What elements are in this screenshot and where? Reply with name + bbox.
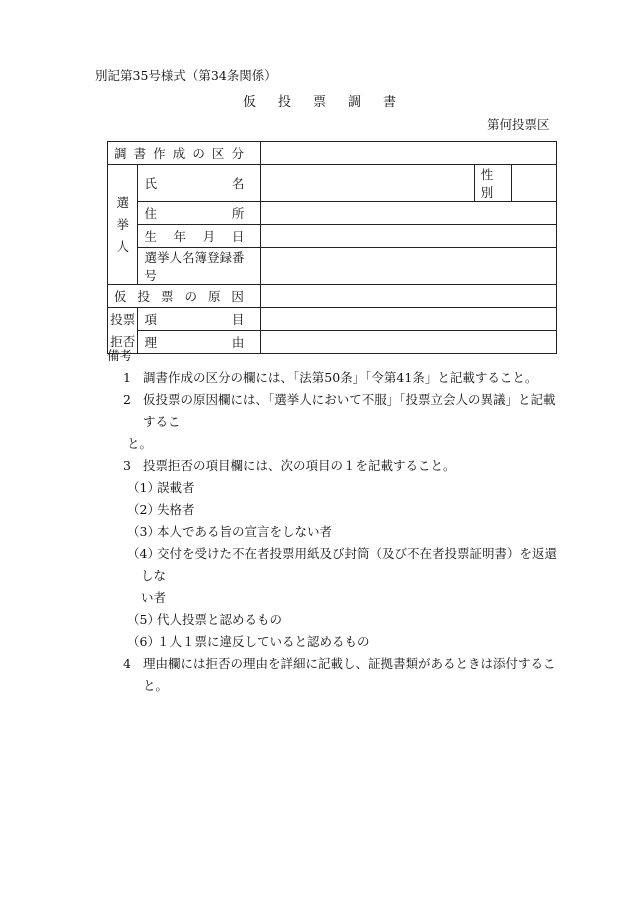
note-item: [107, 455, 567, 477]
sub-number: （4）: [127, 546, 160, 561]
form-label: 別記第35号様式（第34条関係）: [95, 68, 277, 83]
sub-number: （5）: [127, 612, 160, 627]
sub-text: 失格者: [157, 502, 195, 517]
category-char: 分: [231, 146, 244, 161]
title-char: 票: [313, 95, 327, 110]
district-label: 第何投票区: [487, 117, 550, 132]
title-char: 調: [348, 95, 362, 110]
category-char: 成: [172, 146, 186, 161]
table-row: [108, 225, 557, 248]
sub-text: １人１票に違反していると認めるもの: [157, 634, 370, 649]
item-char: 目: [231, 312, 245, 327]
birth-value-cell[interactable]: [261, 225, 557, 248]
name-label-cell: [138, 165, 261, 202]
category-label-cell: [108, 142, 261, 165]
reason-value-cell[interactable]: [261, 285, 557, 308]
register-label-cell: 選挙人名簿登録番号: [138, 248, 261, 285]
note-text: 投票拒否の項目欄には、次の項目の１を記載すること。: [143, 458, 456, 473]
title-char: 書: [383, 95, 397, 110]
note-number: 1: [123, 370, 131, 385]
voter-char: 挙: [116, 216, 129, 232]
sub-text: 誤載者: [157, 480, 195, 495]
note-number: 4: [123, 656, 131, 671]
gender-label-cell: 性別: [474, 165, 511, 202]
notes-section: [107, 345, 567, 697]
reason-char: の: [184, 289, 197, 304]
title-char: 仮: [243, 95, 257, 110]
sub-item: [107, 631, 567, 653]
voter-char: 人: [116, 238, 129, 254]
sub-number: （6）: [127, 634, 160, 649]
birth-char: 年: [173, 229, 187, 244]
sub-item: [107, 477, 567, 499]
note-text: 調書作成の区分の欄には、「法第50条」「令第41条」と記載すること。: [143, 370, 538, 385]
sub-text: 代人投票と認めるもの: [157, 612, 283, 627]
birth-label-cell: [138, 225, 261, 248]
notes-heading: 備考: [107, 348, 133, 363]
name-char: 氏: [144, 176, 157, 191]
sub-item: [107, 521, 567, 543]
note-item: [107, 653, 567, 697]
birth-char: 月: [202, 229, 216, 244]
table-row: [108, 285, 557, 308]
register-value-cell[interactable]: [261, 248, 557, 285]
sub-text-continued: い者: [141, 590, 167, 605]
note-number: 3: [123, 458, 131, 473]
record-table: [107, 141, 557, 354]
item-value-cell[interactable]: [261, 308, 557, 331]
sub-number: （2）: [127, 502, 160, 517]
note-text: 理由欄には拒否の理由を詳細に記載し、証拠書類があるときは添付すること。: [143, 656, 556, 693]
refusal-text: 拒否: [110, 333, 136, 349]
birth-char: 生: [144, 229, 157, 244]
note-text: 仮投票の原因欄には、「選挙人において不服」「投票立会人の異議」と記載するこ: [143, 392, 556, 429]
sub-number: （1）: [127, 480, 160, 495]
reason-char: 票: [160, 289, 174, 304]
cause-char: 理: [144, 335, 157, 350]
sub-text: 交付を受けた不在者投票用紙及び封筒（及び不在者投票証明書）を返還しな: [141, 546, 558, 583]
refusal-text: 投票: [110, 311, 136, 327]
category-char: の: [192, 146, 205, 161]
reason-char: 投: [137, 289, 150, 304]
sub-text: 本人である旨の宣言をしない者: [157, 524, 333, 539]
name-value-cell[interactable]: [261, 165, 474, 202]
address-label-cell: [138, 202, 261, 225]
category-char: 区: [211, 146, 225, 161]
address-char: 住: [144, 206, 157, 221]
sub-item: [107, 499, 567, 521]
note-number: 2: [123, 392, 131, 407]
voter-char: 選: [116, 194, 129, 210]
item-label-cell: [138, 308, 261, 331]
note-text-continued: と。: [127, 436, 153, 451]
sub-item: [107, 543, 567, 587]
table-row: [108, 142, 557, 165]
category-value-cell[interactable]: [261, 142, 557, 165]
table-row: [108, 248, 557, 285]
birth-char: 日: [231, 229, 245, 244]
item-char: 項: [144, 312, 157, 327]
voter-label-cell: [108, 165, 138, 285]
address-value-cell[interactable]: [261, 202, 557, 225]
note-item: [107, 389, 567, 433]
note-item: [107, 367, 567, 389]
name-char: 名: [231, 176, 245, 191]
category-char: 書: [133, 146, 147, 161]
table-row: [108, 165, 557, 202]
cause-char: 由: [231, 335, 245, 350]
table-row: [108, 202, 557, 225]
reason-char: 仮: [114, 289, 127, 304]
table-row: [108, 308, 557, 331]
sub-item: [107, 609, 567, 631]
gender-value-cell[interactable]: [511, 165, 556, 202]
category-char: 作: [153, 146, 166, 161]
address-char: 所: [231, 206, 245, 221]
sub-number: （3）: [127, 524, 160, 539]
reason-char: 原: [207, 289, 221, 304]
document-title: [243, 91, 418, 110]
category-char: 調: [114, 146, 127, 161]
reason-char: 因: [231, 289, 244, 304]
title-char: 投: [278, 95, 292, 110]
reason-label-cell: [108, 285, 261, 308]
